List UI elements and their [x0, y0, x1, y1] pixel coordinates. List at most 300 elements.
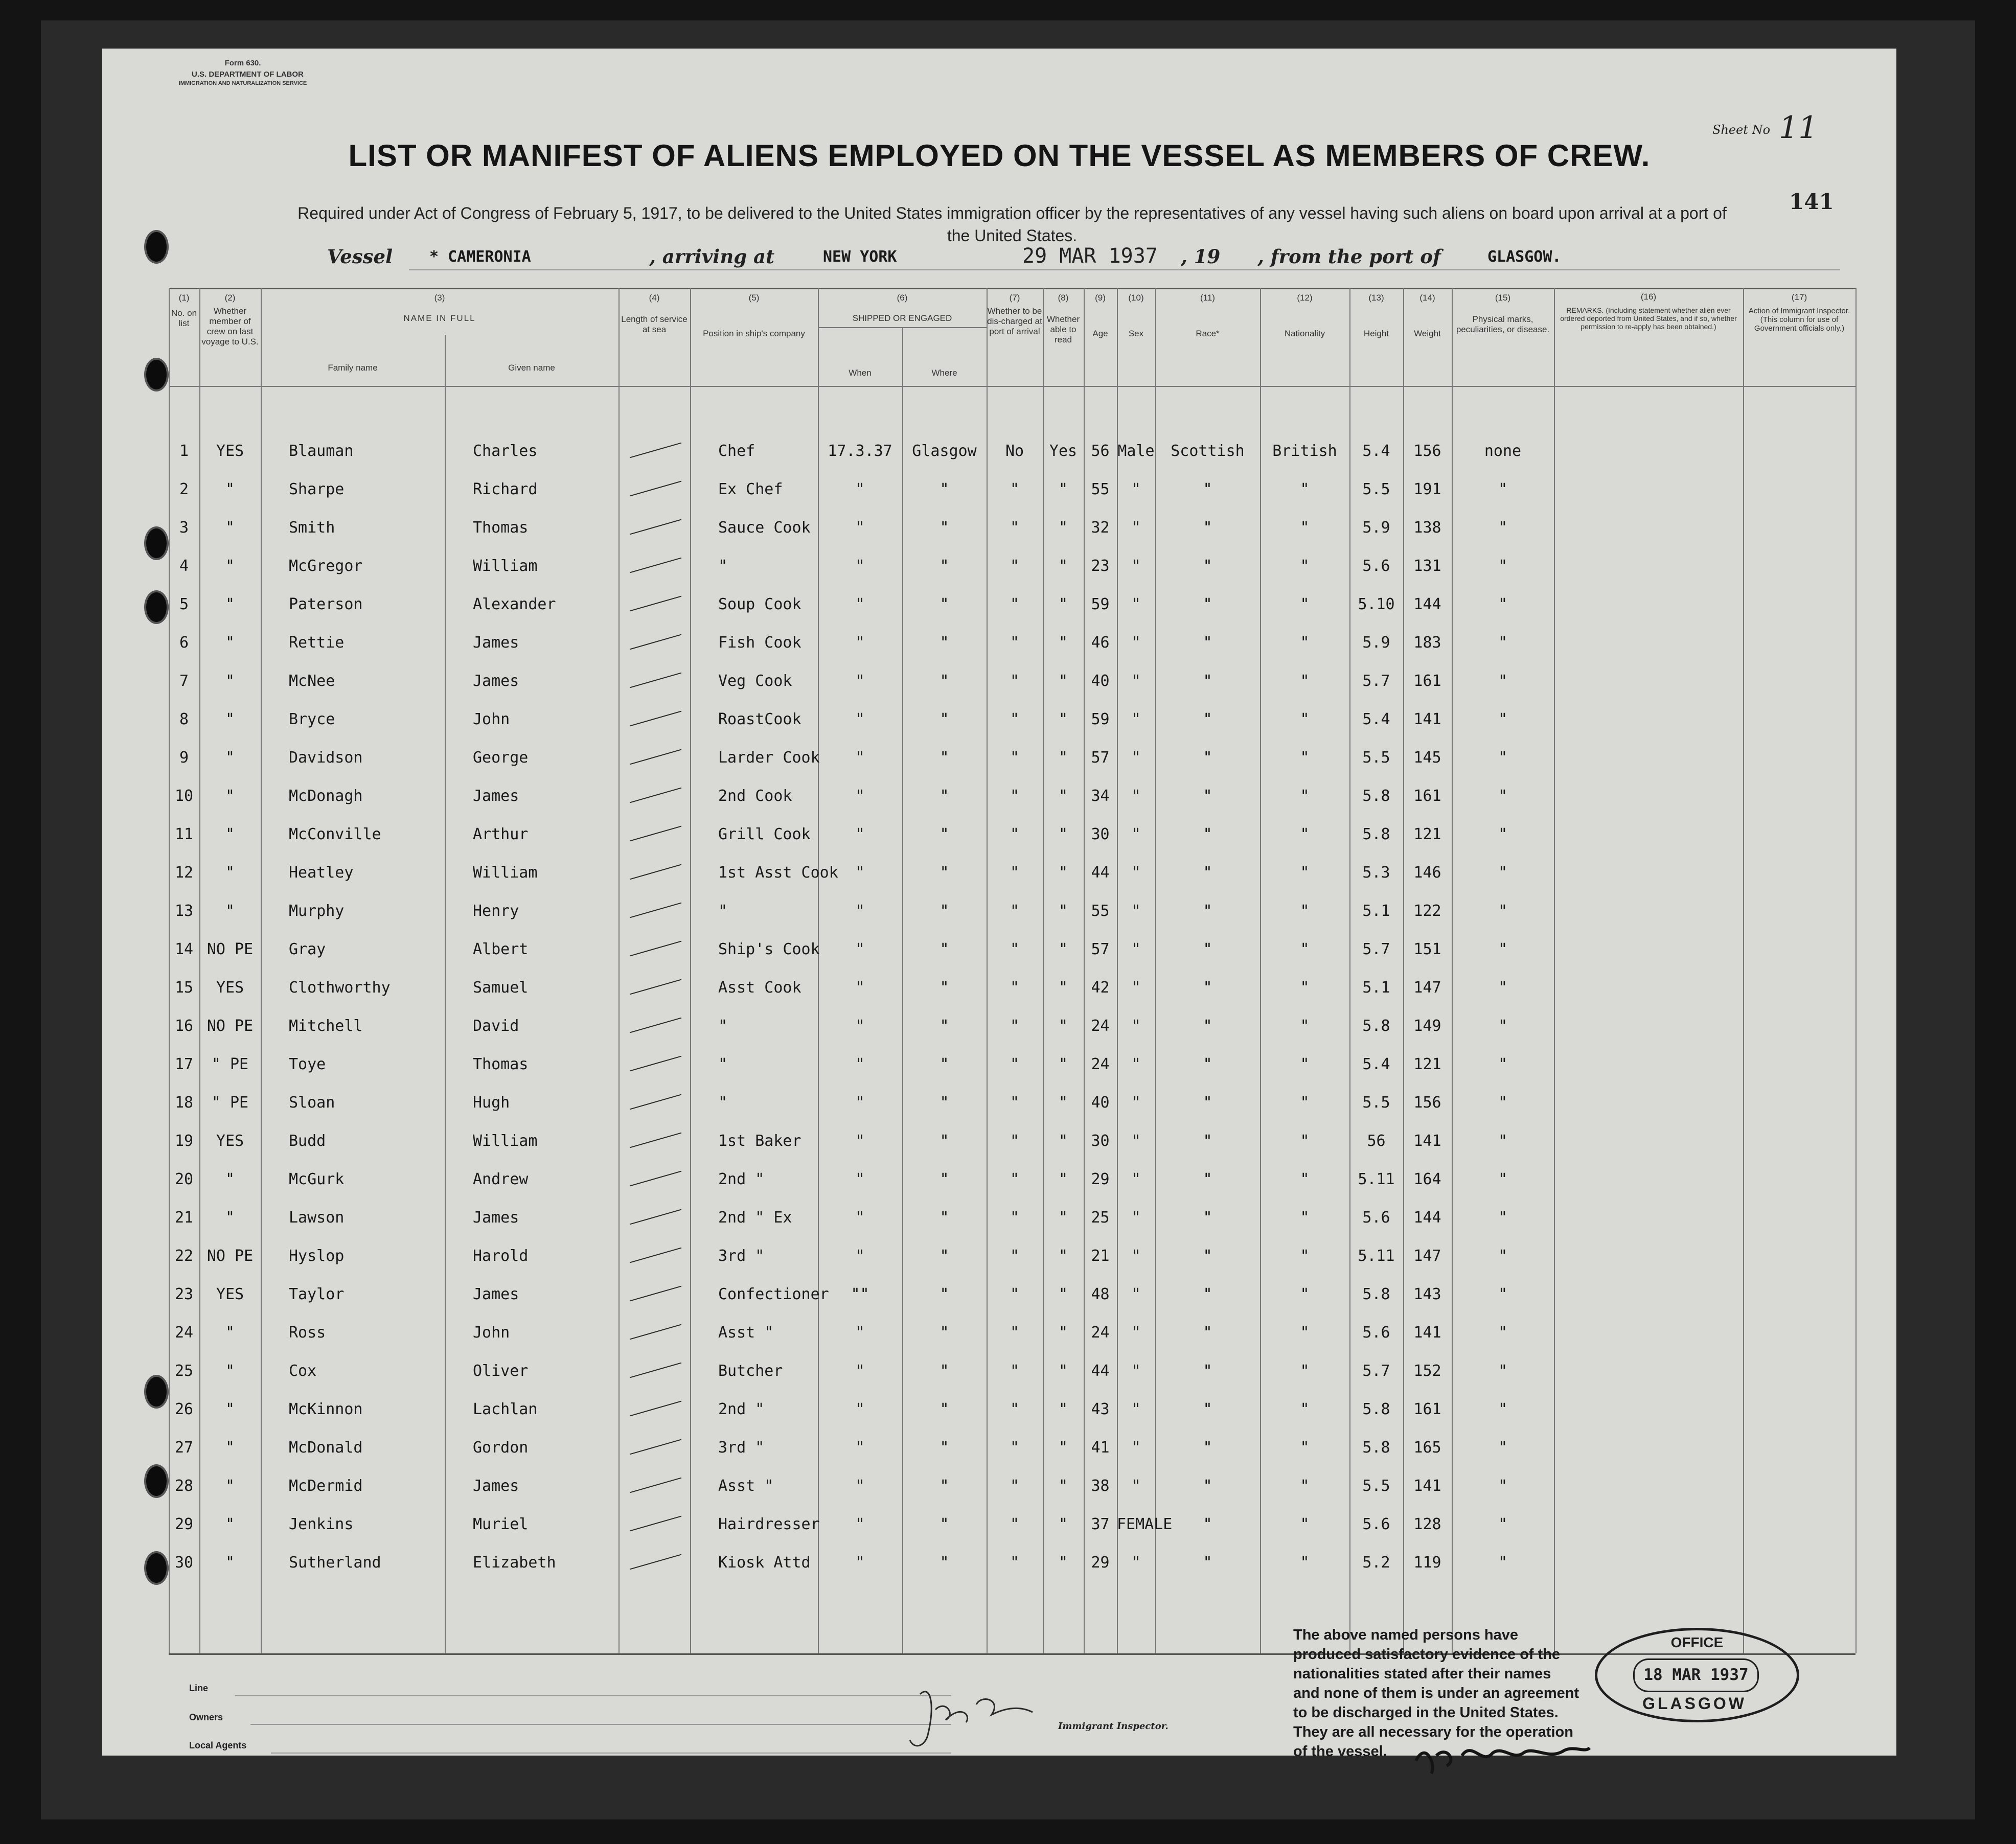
col11-header: (11) Race*	[1196, 293, 1220, 338]
remarks-cell	[1554, 1390, 1743, 1428]
sex-cell: "	[1131, 1362, 1141, 1380]
inspector-action-cell	[1743, 1467, 1855, 1505]
shipped-where-cell: "	[940, 1170, 949, 1188]
sex-cell: "	[1131, 825, 1141, 843]
sex-cell: "	[1131, 557, 1141, 575]
race-cell: "	[1203, 1400, 1212, 1418]
table-row	[169, 1160, 1855, 1198]
remarks-cell	[1554, 700, 1743, 739]
height-cell: 5.9	[1362, 519, 1390, 537]
remarks-cell	[1554, 432, 1743, 470]
table-row	[169, 892, 1855, 930]
table-row	[169, 509, 1855, 547]
sex-cell: "	[1131, 1094, 1141, 1112]
grid-line	[1855, 288, 1857, 1653]
age-cell: 29	[1091, 1554, 1110, 1572]
length-of-service-cell	[618, 1007, 690, 1045]
age-cell: 44	[1091, 864, 1110, 882]
nationality-cell: "	[1300, 519, 1310, 537]
age-cell: 55	[1091, 480, 1110, 498]
height-cell: 5.6	[1362, 1515, 1390, 1533]
given-name-cell: James	[473, 1209, 519, 1227]
sex-cell: "	[1131, 672, 1141, 690]
table-row	[169, 1084, 1855, 1122]
row-number-cell: 3	[179, 519, 189, 537]
shipped-when-cell: "	[855, 1439, 865, 1457]
last-voyage-cell: "	[225, 825, 235, 843]
length-of-service-cell	[618, 777, 690, 815]
year-label: , 19	[1181, 245, 1221, 268]
table-row	[169, 1352, 1855, 1390]
race-cell: "	[1203, 672, 1212, 690]
shipped-when-cell: "	[855, 480, 865, 498]
last-voyage-cell: YES	[216, 979, 244, 997]
page-number: 141	[1789, 189, 1834, 214]
family-name-cell: Hyslop	[289, 1247, 345, 1265]
family-name-cell: McGurk	[289, 1170, 345, 1188]
last-voyage-cell: "	[225, 710, 235, 728]
able-to-read-cell: "	[1058, 480, 1068, 498]
height-cell: 5.1	[1362, 979, 1390, 997]
table-row	[169, 547, 1855, 585]
given-name-cell: William	[473, 557, 538, 575]
last-voyage-cell: "	[225, 1324, 235, 1342]
table-row	[169, 1543, 1855, 1582]
physical-marks-cell: none	[1484, 442, 1522, 460]
inspector-action-cell	[1743, 1198, 1855, 1237]
table-row	[169, 662, 1855, 700]
nationality-cell: "	[1300, 1055, 1310, 1073]
discharged-at-arrival-cell: "	[1010, 672, 1020, 690]
physical-marks-cell: "	[1498, 1055, 1508, 1073]
race-cell: "	[1203, 1132, 1212, 1150]
nationality-cell: "	[1300, 1554, 1310, 1572]
race-cell: "	[1203, 595, 1212, 613]
inspector-action-cell	[1743, 815, 1855, 854]
family-name-cell: Mitchell	[289, 1017, 363, 1035]
physical-marks-cell: "	[1498, 710, 1508, 728]
given-name-cell: James	[473, 672, 519, 690]
last-voyage-cell: "	[225, 1439, 235, 1457]
weight-cell: 183	[1413, 634, 1441, 652]
able-to-read-cell: "	[1058, 1094, 1068, 1112]
age-cell: 25	[1091, 1209, 1110, 1227]
local-agents-label: Local Agents	[189, 1740, 247, 1750]
sex-cell: "	[1131, 710, 1141, 728]
sex-cell: "	[1131, 634, 1141, 652]
col13-header: (13) Height	[1363, 293, 1389, 338]
physical-marks-cell: "	[1498, 480, 1508, 498]
family-name-cell: Ross	[289, 1324, 326, 1342]
physical-marks-cell: "	[1498, 864, 1508, 882]
physical-marks-cell: "	[1498, 1477, 1508, 1495]
col3-header: (3) NAME IN FULL	[403, 293, 476, 323]
able-to-read-cell: "	[1058, 825, 1068, 843]
table-row	[169, 969, 1855, 1007]
nationality-cell: "	[1300, 1094, 1310, 1112]
discharged-at-arrival-cell: "	[1010, 634, 1020, 652]
race-cell: "	[1203, 1017, 1212, 1035]
line-underline	[235, 1695, 951, 1696]
weight-cell: 156	[1413, 1094, 1441, 1112]
shipped-where-cell: "	[940, 1055, 949, 1073]
position-cell: Kiosk Attd	[718, 1554, 811, 1572]
last-voyage-cell: "	[225, 1477, 235, 1495]
crew-table	[169, 432, 1855, 1582]
table-row	[169, 1237, 1855, 1275]
height-cell: 5.11	[1358, 1247, 1395, 1265]
remarks-cell	[1554, 1505, 1743, 1543]
table-row	[169, 930, 1855, 969]
shipped-when-cell: "	[855, 979, 865, 997]
height-cell: 5.2	[1362, 1554, 1390, 1572]
remarks-cell	[1554, 777, 1743, 815]
table-row	[169, 470, 1855, 509]
able-to-read-cell: Yes	[1049, 442, 1078, 460]
nationality-cell: "	[1300, 480, 1310, 498]
given-name-cell: George	[473, 749, 529, 767]
family-name-cell: Murphy	[289, 902, 345, 920]
position-cell: 2nd "	[718, 1170, 765, 1188]
shipped-where-cell: "	[940, 1324, 949, 1342]
length-of-service-cell	[618, 1084, 690, 1122]
discharged-at-arrival-cell: "	[1010, 1554, 1020, 1572]
height-cell: 5.9	[1362, 634, 1390, 652]
family-name-cell: Paterson	[289, 595, 363, 613]
table-row	[169, 854, 1855, 892]
arriving-label: , arriving at	[649, 245, 775, 268]
able-to-read-cell: "	[1058, 1170, 1068, 1188]
inspector-action-cell	[1743, 432, 1855, 470]
height-cell: 5.7	[1362, 1362, 1390, 1380]
manifest-subtitle: Required under Act of Congress of February 5, 1917, to be delivered to the United States immigration officer by the representatives of any vessel having such aliens on board upon arrival at a port of the United States.	[297, 204, 1727, 245]
col2-header: (2) Whether member of crew on last voyage to U.S.	[201, 293, 259, 347]
position-cell: 1st Baker	[718, 1132, 801, 1150]
length-of-service-cell	[618, 1543, 690, 1582]
inspector-action-cell	[1743, 585, 1855, 624]
inspector-action-cell	[1743, 1352, 1855, 1390]
last-voyage-cell: "	[225, 1170, 235, 1188]
able-to-read-cell: "	[1058, 1362, 1068, 1380]
length-of-service-cell	[618, 470, 690, 509]
weight-cell: 149	[1413, 1017, 1441, 1035]
last-voyage-cell: NO PE	[207, 940, 254, 958]
age-cell: 46	[1091, 634, 1110, 652]
length-of-service-cell	[618, 1122, 690, 1160]
length-of-service-cell	[618, 930, 690, 969]
family-name-cell: McDonagh	[289, 787, 363, 805]
given-name-cell: Henry	[473, 902, 519, 920]
remarks-cell	[1554, 892, 1743, 930]
shipped-when-cell: "	[855, 1554, 865, 1572]
given-name-cell: James	[473, 634, 519, 652]
position-cell: 2nd Cook	[718, 787, 792, 805]
age-cell: 30	[1091, 1132, 1110, 1150]
age-cell: 38	[1091, 1477, 1110, 1495]
discharged-at-arrival-cell: "	[1010, 864, 1020, 882]
race-cell: "	[1203, 1554, 1212, 1572]
shipped-where-cell: "	[940, 672, 949, 690]
able-to-read-cell: "	[1058, 710, 1068, 728]
weight-cell: 161	[1413, 787, 1441, 805]
family-name-cell: Toye	[289, 1055, 326, 1073]
weight-cell: 191	[1413, 480, 1441, 498]
position-cell: Grill Cook	[718, 825, 811, 843]
remarks-cell	[1554, 1428, 1743, 1467]
race-cell: "	[1203, 1055, 1212, 1073]
shipped-where-cell: "	[940, 710, 949, 728]
length-of-service-cell	[618, 662, 690, 700]
shipped-where-cell: Glasgow	[912, 442, 977, 460]
weight-cell: 164	[1413, 1170, 1441, 1188]
length-of-service-cell	[618, 1160, 690, 1198]
remarks-cell	[1554, 624, 1743, 662]
weight-cell: 141	[1413, 1477, 1441, 1495]
shipped-when-cell: "	[855, 787, 865, 805]
remarks-cell	[1554, 547, 1743, 585]
remarks-cell	[1554, 1198, 1743, 1237]
inspector-action-cell	[1743, 1007, 1855, 1045]
inspector-action-cell	[1743, 547, 1855, 585]
position-cell: Butcher	[718, 1362, 783, 1380]
shipped-when-cell: "	[855, 1477, 865, 1495]
weight-cell: 138	[1413, 519, 1441, 537]
shipped-when-cell: "	[855, 634, 865, 652]
age-cell: 48	[1091, 1285, 1110, 1303]
able-to-read-cell: "	[1058, 1554, 1068, 1572]
nationality-cell: "	[1300, 634, 1310, 652]
given-name-cell: Thomas	[473, 1055, 529, 1073]
inspector-action-cell	[1743, 1313, 1855, 1352]
family-name-cell: Sharpe	[289, 480, 345, 498]
last-voyage-cell: " PE	[211, 1055, 249, 1073]
shipped-where-cell: "	[940, 1209, 949, 1227]
length-of-service-cell	[618, 815, 690, 854]
remarks-cell	[1554, 1313, 1743, 1352]
age-cell: 42	[1091, 979, 1110, 997]
nationality-cell: "	[1300, 1362, 1310, 1380]
nationality-cell: "	[1300, 825, 1310, 843]
remarks-cell	[1554, 1467, 1743, 1505]
inspector-action-cell	[1743, 777, 1855, 815]
shipped-when-cell: "	[855, 1400, 865, 1418]
able-to-read-cell: "	[1058, 1400, 1068, 1418]
length-of-service-cell	[618, 1237, 690, 1275]
physical-marks-cell: "	[1498, 825, 1508, 843]
shipped-when-cell: "	[855, 864, 865, 882]
last-voyage-cell: "	[225, 1362, 235, 1380]
row-number-cell: 7	[179, 672, 189, 690]
physical-marks-cell: "	[1498, 787, 1508, 805]
length-of-service-cell	[618, 1467, 690, 1505]
binder-hole-4	[144, 590, 169, 624]
binder-hole-3	[144, 526, 169, 560]
race-cell: "	[1203, 480, 1212, 498]
row-number-cell: 29	[174, 1515, 194, 1533]
discharged-at-arrival-cell: No	[1005, 442, 1024, 460]
sex-cell: "	[1131, 1324, 1141, 1342]
remarks-cell	[1554, 815, 1743, 854]
sex-cell: "	[1131, 1477, 1141, 1495]
nationality-cell: "	[1300, 672, 1310, 690]
position-cell: Ship's Cook	[718, 940, 820, 958]
row-number-cell: 25	[174, 1362, 194, 1380]
table-row	[169, 777, 1855, 815]
physical-marks-cell: "	[1498, 519, 1508, 537]
when-subheader: When	[849, 368, 872, 378]
given-name-cell: John	[473, 1324, 510, 1342]
race-cell: "	[1203, 1285, 1212, 1303]
manifest-page	[102, 49, 1896, 1760]
sex-cell: "	[1131, 864, 1141, 882]
row-number-cell: 1	[179, 442, 189, 460]
family-name-cell: Davidson	[289, 749, 363, 767]
nationality-cell: "	[1300, 1247, 1310, 1265]
table-row	[169, 1007, 1855, 1045]
shipped-where-cell: "	[940, 557, 949, 575]
position-cell: Asst Cook	[718, 979, 801, 997]
shipped-when-cell: "	[855, 749, 865, 767]
col4-header: (4) Length of service at sea	[621, 293, 688, 334]
last-voyage-cell: "	[225, 749, 235, 767]
race-cell: Scottish	[1171, 442, 1245, 460]
age-cell: 24	[1091, 1017, 1110, 1035]
sex-cell: "	[1131, 480, 1141, 498]
discharged-at-arrival-cell: "	[1010, 1094, 1020, 1112]
physical-marks-cell: "	[1498, 1439, 1508, 1457]
race-cell: "	[1203, 519, 1212, 537]
position-cell: 3rd "	[718, 1439, 765, 1457]
nationality-cell: "	[1300, 1477, 1310, 1495]
nationality-cell: "	[1300, 1209, 1310, 1227]
family-name-cell: McGregor	[289, 557, 363, 575]
where-subheader: Where	[931, 368, 957, 378]
last-voyage-cell: "	[225, 480, 235, 498]
able-to-read-cell: "	[1058, 979, 1068, 997]
owners-underline	[250, 1724, 951, 1725]
sex-cell: Male	[1117, 442, 1155, 460]
shipped-when-cell: "	[855, 1055, 865, 1073]
family-name-cell: Blauman	[289, 442, 354, 460]
sex-cell: "	[1131, 595, 1141, 613]
length-of-service-cell	[618, 624, 690, 662]
last-voyage-cell: "	[225, 1400, 235, 1418]
inspector-action-cell	[1743, 1505, 1855, 1543]
from-port-label: , from the port of	[1257, 245, 1441, 268]
departure-port: GLASGOW.	[1487, 248, 1562, 266]
remarks-cell	[1554, 1084, 1743, 1122]
family-name-cell: McDermid	[289, 1477, 363, 1495]
sex-cell: "	[1131, 1285, 1141, 1303]
position-cell: 2nd "	[718, 1400, 765, 1418]
length-of-service-cell	[618, 1198, 690, 1237]
shipped-when-cell: "	[855, 1324, 865, 1342]
family-name-cell: Cox	[289, 1362, 317, 1380]
col5-header: (5) Position in ship's company	[703, 293, 805, 338]
discharged-at-arrival-cell: "	[1010, 1247, 1020, 1265]
binder-hole-7	[144, 1551, 169, 1585]
weight-cell: 128	[1413, 1515, 1441, 1533]
physical-marks-cell: "	[1498, 1400, 1508, 1418]
inspector-action-cell	[1743, 1543, 1855, 1582]
table-row	[169, 1505, 1855, 1543]
remarks-cell	[1554, 739, 1743, 777]
able-to-read-cell: "	[1058, 1247, 1068, 1265]
sex-cell: "	[1131, 1439, 1141, 1457]
remarks-cell	[1554, 1122, 1743, 1160]
discharged-at-arrival-cell: "	[1010, 1477, 1020, 1495]
remarks-cell	[1554, 509, 1743, 547]
shipped-when-cell: "	[855, 940, 865, 958]
sex-cell: "	[1131, 1132, 1141, 1150]
shipped-where-cell: "	[940, 595, 949, 613]
race-cell: "	[1203, 1324, 1212, 1342]
position-cell: Asst "	[718, 1477, 774, 1495]
table-row	[169, 739, 1855, 777]
given-name-cell: Oliver	[473, 1362, 529, 1380]
sex-cell: "	[1131, 1247, 1141, 1265]
last-voyage-cell: YES	[216, 1132, 244, 1150]
physical-marks-cell: "	[1498, 749, 1508, 767]
height-cell: 5.6	[1362, 1324, 1390, 1342]
physical-marks-cell: "	[1498, 979, 1508, 997]
shipped-where-cell: "	[940, 749, 949, 767]
manifest-title: LIST OR MANIFEST OF ALIENS EMPLOYED ON THE VESSEL AS MEMBERS OF CREW.	[348, 139, 1651, 173]
last-voyage-cell: YES	[216, 1285, 244, 1303]
age-cell: 37	[1091, 1515, 1110, 1533]
physical-marks-cell: "	[1498, 1515, 1508, 1533]
row-number-cell: 27	[174, 1439, 194, 1457]
position-cell: RoastCook	[718, 710, 801, 728]
weight-cell: 141	[1413, 1132, 1441, 1150]
shipped-when-cell: "	[855, 825, 865, 843]
discharged-at-arrival-cell: "	[1010, 1285, 1020, 1303]
race-cell: "	[1203, 864, 1212, 882]
row-number-cell: 20	[174, 1170, 194, 1188]
age-cell: 43	[1091, 1400, 1110, 1418]
shipped-when-cell: "	[855, 557, 865, 575]
physical-marks-cell: "	[1498, 557, 1508, 575]
able-to-read-cell: "	[1058, 1515, 1068, 1533]
height-cell: 5.8	[1362, 787, 1390, 805]
shipped-where-cell: "	[940, 1132, 949, 1150]
sex-cell: "	[1131, 1400, 1141, 1418]
age-cell: 29	[1091, 1170, 1110, 1188]
position-cell: Veg Cook	[718, 672, 792, 690]
discharged-at-arrival-cell: "	[1010, 1515, 1020, 1533]
given-name-cell: James	[473, 1477, 519, 1495]
shipped-where-cell: "	[940, 1285, 949, 1303]
col8-header: (8) Whether able to read	[1046, 293, 1080, 344]
shipped-sub-rule	[818, 327, 987, 328]
age-cell: 57	[1091, 940, 1110, 958]
family-name-cell: McNee	[289, 672, 335, 690]
col12-header: (12) Nationality	[1284, 293, 1325, 338]
family-name-cell: Smith	[289, 519, 335, 537]
position-cell: Fish Cook	[718, 634, 801, 652]
given-name-cell: James	[473, 787, 519, 805]
height-cell: 5.8	[1362, 825, 1390, 843]
given-name-cell: David	[473, 1017, 519, 1035]
binder-hole-1	[144, 230, 169, 264]
weight-cell: 151	[1413, 940, 1441, 958]
discharged-at-arrival-cell: "	[1010, 1362, 1020, 1380]
able-to-read-cell: "	[1058, 1017, 1068, 1035]
remarks-cell	[1554, 1352, 1743, 1390]
nationality-cell: "	[1300, 1132, 1310, 1150]
given-name-cell: Muriel	[473, 1515, 529, 1533]
shipped-when-cell: "	[855, 519, 865, 537]
